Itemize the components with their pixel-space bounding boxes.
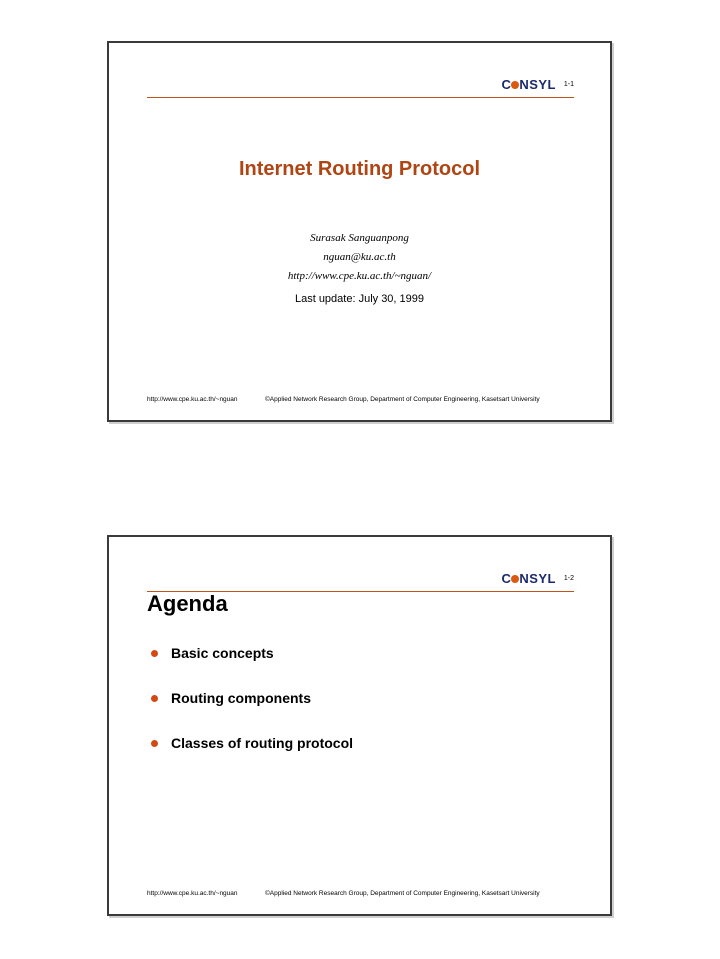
page-number: 1-2 (563, 575, 574, 582)
agenda-item (151, 688, 353, 709)
slide-heading: Agenda (147, 591, 228, 616)
agenda-item (151, 733, 353, 754)
bullet-icon (151, 695, 158, 702)
author-url: http://www.cpe.ku.ac.th/~nguan/ (287, 270, 432, 282)
logo-letters: NSYL (519, 77, 556, 92)
footer-url: http://www.cpe.ku.ac.th/~nguan (147, 396, 238, 403)
bullet-icon (151, 740, 158, 747)
author-name: Surasak Sanguanpong (310, 232, 409, 244)
logo-letter-c: C (501, 77, 512, 92)
agenda-item-label: Routing components (171, 690, 311, 706)
agenda-item-label: Basic concepts (171, 645, 274, 661)
consyl-logo (501, 77, 556, 92)
header-rule (147, 97, 574, 98)
slide-title: Internet Routing Protocol (238, 158, 481, 180)
slide-header (147, 571, 574, 589)
author-email: nguan@ku.ac.th (323, 251, 396, 263)
last-update: Last update: July 30, 1999 (294, 293, 425, 305)
logo-letters: NSYL (519, 571, 556, 586)
slide-2 (107, 535, 612, 916)
logo-letter-c: C (501, 571, 512, 586)
agenda-item (151, 643, 353, 664)
footer-copyright: ©Applied Network Research Group, Department of Computer Engineering, Kasetsart University (265, 396, 540, 403)
agenda-list (151, 643, 353, 778)
footer-copyright: ©Applied Network Research Group, Department of Computer Engineering, Kasetsart University (265, 890, 540, 897)
footer-url: http://www.cpe.ku.ac.th/~nguan (147, 890, 238, 897)
slide-1 (107, 41, 612, 422)
agenda-item-label: Classes of routing protocol (171, 735, 354, 751)
page-number: 1-1 (563, 81, 574, 88)
slide-header (147, 77, 574, 95)
consyl-logo (501, 571, 556, 586)
bullet-icon (151, 650, 158, 657)
author-block (109, 229, 610, 286)
